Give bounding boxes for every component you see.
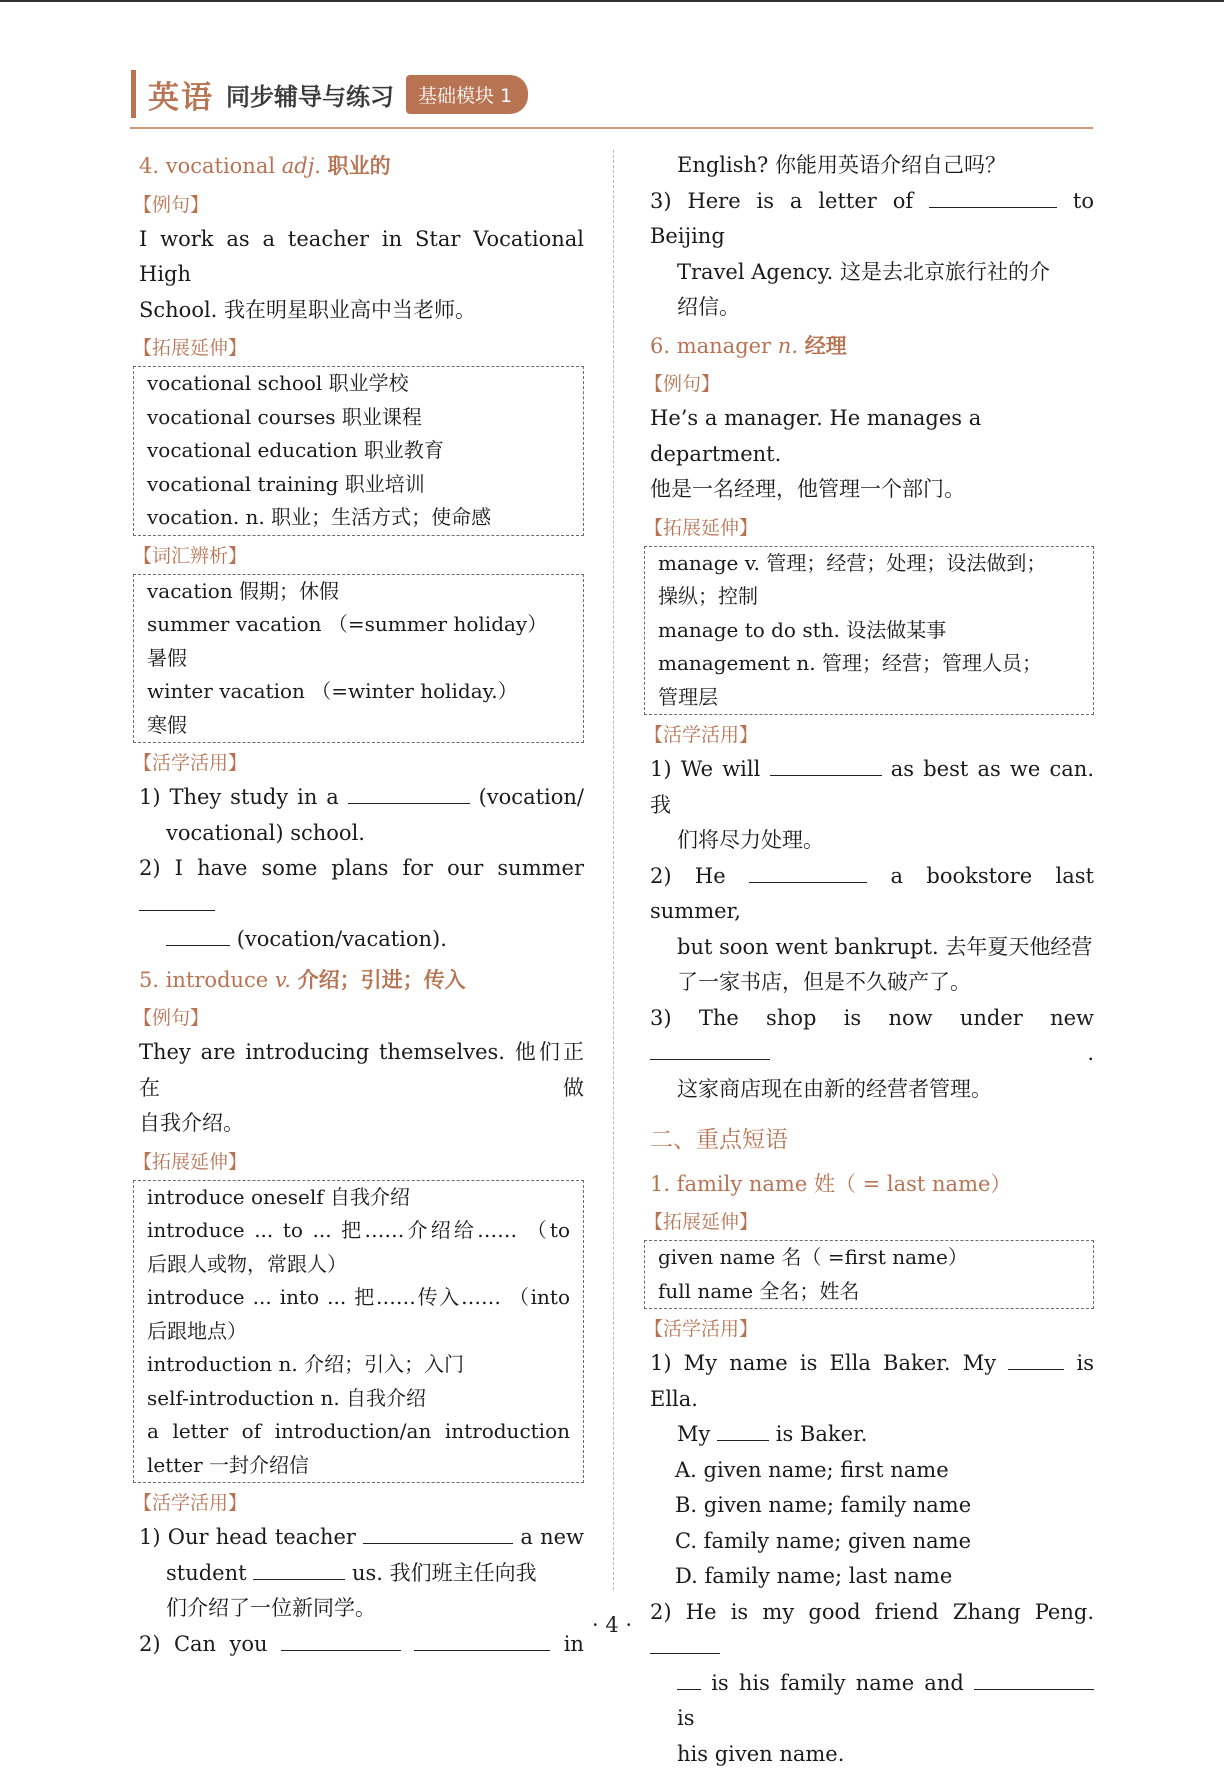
exercise-line: 们将尽力处理。 — [650, 823, 1094, 859]
page-number: · 4 · — [0, 1613, 1224, 1637]
extension-box — [133, 1180, 584, 1484]
header-rule — [130, 127, 1093, 129]
section-tag-example: 【例句】 — [133, 1002, 584, 1034]
box-line: self-introduction n. 自我介绍 — [147, 1382, 570, 1416]
box-line: letter 一封介绍信 — [147, 1449, 570, 1483]
box-line: vocational education 职业教育 — [147, 434, 570, 468]
example-sentence-line: He’s a manager. He manages a department. — [650, 401, 1094, 472]
vocab-analysis-box — [133, 574, 584, 744]
fill-blank[interactable] — [650, 1634, 720, 1654]
top-border-line — [0, 0, 1224, 2]
box-line: manage v. 管理；经营；处理；设法做到； — [658, 547, 1080, 581]
exercise-text: 1) They study in a — [139, 785, 339, 809]
box-line: 后跟人或物，常跟人） — [147, 1248, 570, 1282]
exercise-line — [650, 184, 1094, 255]
box-line: winter vacation （=winter holiday.） — [147, 675, 570, 709]
box-line: manage to do sth. 设法做某事 — [658, 614, 1080, 648]
box-line: 操纵；控制 — [658, 580, 1080, 614]
entry-word: 6. manager — [650, 334, 771, 358]
exercise-text: 2) I have some plans for our summer — [139, 856, 584, 880]
exercise-text: 1) My name is Ella Baker. My — [650, 1351, 996, 1375]
choice-option[interactable]: C. family name; given name — [650, 1524, 1094, 1560]
entry-pos: v. — [275, 968, 291, 992]
section-tag-vocab-analysis: 【词汇辨析】 — [133, 540, 584, 572]
exercise-text: is — [677, 1706, 695, 1730]
fill-blank[interactable] — [717, 1421, 769, 1441]
entry-word: 5. introduce — [139, 968, 268, 992]
box-line: 后跟地点） — [147, 1315, 570, 1349]
exercise-line — [650, 1001, 1094, 1072]
exercise-line: 这家商店现在由新的经营者管理。 — [650, 1072, 1094, 1108]
box-line: vocational school 职业学校 — [147, 367, 570, 401]
fill-blank[interactable] — [166, 926, 230, 946]
box-line: 暑假 — [147, 642, 570, 676]
exercise-line — [139, 922, 584, 958]
extension-box — [133, 366, 584, 536]
entry-pos: adj. — [282, 154, 321, 178]
section-title-key-phrases: 二、重点短语 — [650, 1123, 1094, 1159]
box-line: vocational training 职业培训 — [147, 468, 570, 502]
box-line: 管理层 — [658, 681, 1080, 715]
exercise-text: in — [564, 1632, 584, 1656]
exercise-text: . — [1087, 1041, 1094, 1065]
choice-option[interactable]: B. given name; family name — [650, 1488, 1094, 1524]
exercise-line: 了一家书店，但是不久破产了。 — [650, 965, 1094, 1001]
section-tag-practice: 【活学活用】 — [133, 747, 584, 779]
fill-blank[interactable] — [139, 891, 215, 911]
example-sentence-line: School. 我在明星职业高中当老师。 — [139, 293, 584, 329]
exercise-line — [139, 1556, 584, 1592]
entry-meaning: 职业的 — [328, 153, 391, 178]
exercise-line — [650, 1417, 1094, 1453]
exercise-text: 3) Here is a letter of — [650, 189, 913, 213]
exercise-line — [650, 1666, 1094, 1737]
exercise-line — [650, 1346, 1094, 1417]
exercise-line — [139, 1520, 584, 1556]
fill-blank[interactable] — [363, 1524, 513, 1544]
extension-box — [644, 546, 1094, 716]
exercise-text: 3) The shop is now under new — [650, 1006, 1094, 1030]
entry-heading-family-name: 1. family name 姓（ = last name） — [650, 1167, 1094, 1203]
exercise-text: 2) He is my good friend Zhang Peng. — [650, 1600, 1094, 1624]
exercise-line: 们介绍了一位新同学。 — [139, 1591, 584, 1627]
exercise-line: but soon went bankrupt. 去年夏天他经营 — [650, 930, 1094, 966]
example-sentence-line: 自我介绍。 — [139, 1106, 584, 1142]
entry-pos: n. — [778, 334, 798, 358]
exercise-line — [139, 851, 584, 922]
section-tag-practice: 【活学活用】 — [133, 1487, 584, 1519]
header-accent-bar — [131, 70, 136, 118]
exercise-text: My — [677, 1422, 710, 1446]
box-line: vocation. n. 职业；生活方式；使命感 — [147, 501, 570, 535]
exercise-text: as best as we can. 我 — [650, 757, 1094, 817]
left-column — [139, 148, 584, 1662]
box-line: introduce ... into ... 把……传入…… （into — [147, 1281, 570, 1315]
section-tag-extension: 【拓展延伸】 — [133, 332, 584, 364]
exercise-line: vocational) school. — [139, 816, 584, 852]
entry-heading-introduce — [139, 962, 584, 999]
exercise-text: 1) We will — [650, 757, 760, 781]
example-sentence-line: I work as a teacher in Star Vocational High — [139, 222, 584, 293]
header-series-title: 同步辅导与练习 — [226, 77, 394, 112]
exercise-text: student — [166, 1561, 247, 1585]
exercise-line: 绍信。 — [650, 290, 1094, 326]
entry-heading-manager — [650, 328, 1094, 365]
exercise-line — [650, 752, 1094, 823]
entry-word: 4. vocational — [139, 154, 275, 178]
box-line: vacation 假期；休假 — [147, 575, 570, 609]
entry-heading-vocational — [139, 148, 584, 185]
exercise-line — [650, 859, 1094, 930]
page-header — [131, 68, 528, 120]
fill-blank[interactable] — [929, 188, 1057, 208]
exercise-text: (vocation/ — [479, 785, 584, 809]
box-line: summer vacation （=summer holiday） — [147, 608, 570, 642]
header-subject: 英语 — [148, 72, 214, 117]
box-line: a letter of introduction/an introduction — [147, 1415, 570, 1449]
box-line: given name 名（ =first name） — [658, 1241, 1080, 1275]
extension-box — [644, 1240, 1094, 1309]
entry-meaning: 介绍；引进；传入 — [298, 967, 466, 992]
section-tag-practice: 【活学活用】 — [644, 1313, 1094, 1345]
exercise-text: us. 我们班主任向我 — [352, 1561, 537, 1585]
exercise-text: a new — [520, 1525, 584, 1549]
fill-blank[interactable] — [770, 756, 882, 776]
fill-blank[interactable] — [749, 863, 867, 883]
fill-blank[interactable] — [974, 1670, 1094, 1690]
section-tag-extension: 【拓展延伸】 — [133, 1146, 584, 1178]
exercise-text: (vocation/vacation). — [237, 927, 447, 951]
section-tag-extension: 【拓展延伸】 — [644, 512, 1094, 544]
section-tag-example: 【例句】 — [644, 368, 1094, 400]
exercise-text: is his family name and — [711, 1671, 964, 1695]
exercise-line: English? 你能用英语介绍自己吗？ — [650, 148, 1094, 184]
box-line: vocational courses 职业课程 — [147, 401, 570, 435]
exercise-text: is Ella. — [650, 1351, 1094, 1411]
exercise-text: a bookstore last summer, — [650, 864, 1094, 924]
box-line: introduce oneself 自我介绍 — [147, 1181, 570, 1215]
exercise-text: to Beijing — [650, 189, 1094, 249]
exercise-text: 2) Can you — [139, 1632, 268, 1656]
fill-blank[interactable] — [253, 1560, 345, 1580]
exercise-text: 1) Our head teacher — [139, 1525, 356, 1549]
box-line: introduction n. 介绍；引入；入门 — [147, 1348, 570, 1382]
fill-blank[interactable] — [348, 784, 470, 804]
box-line: introduce ... to ... 把……介绍给…… （to — [147, 1214, 570, 1248]
box-line: 寒假 — [147, 709, 570, 743]
box-line: full name 全名；姓名 — [658, 1275, 1080, 1309]
exercise-text: 2) He — [650, 864, 726, 888]
exercise-text: is Baker. — [776, 1422, 868, 1446]
fill-blank[interactable] — [650, 1040, 770, 1060]
exercise-line: his given name. — [650, 1737, 1094, 1772]
choice-option[interactable]: A. given name; first name — [650, 1453, 1094, 1489]
fill-blank[interactable] — [1008, 1350, 1064, 1370]
column-divider — [613, 150, 614, 1590]
exercise-line — [139, 780, 584, 816]
exercise-line: Travel Agency. 这是去北京旅行社的介 — [650, 255, 1094, 291]
box-line: management n. 管理；经营；管理人员； — [658, 647, 1080, 681]
section-tag-extension: 【拓展延伸】 — [644, 1206, 1094, 1238]
example-sentence-line: 他是一名经理，他管理一个部门。 — [650, 472, 1094, 508]
section-tag-practice: 【活学活用】 — [644, 719, 1094, 751]
choice-option[interactable]: D. family name; last name — [650, 1559, 1094, 1595]
entry-meaning: 经理 — [805, 333, 847, 358]
right-column — [650, 148, 1094, 1772]
section-tag-example: 【例句】 — [133, 189, 584, 221]
fill-blank[interactable] — [677, 1670, 701, 1690]
header-module-badge: 基础模块 1 — [406, 75, 528, 114]
example-sentence-line: They are introducing themselves. 他们正在做 — [139, 1035, 584, 1106]
